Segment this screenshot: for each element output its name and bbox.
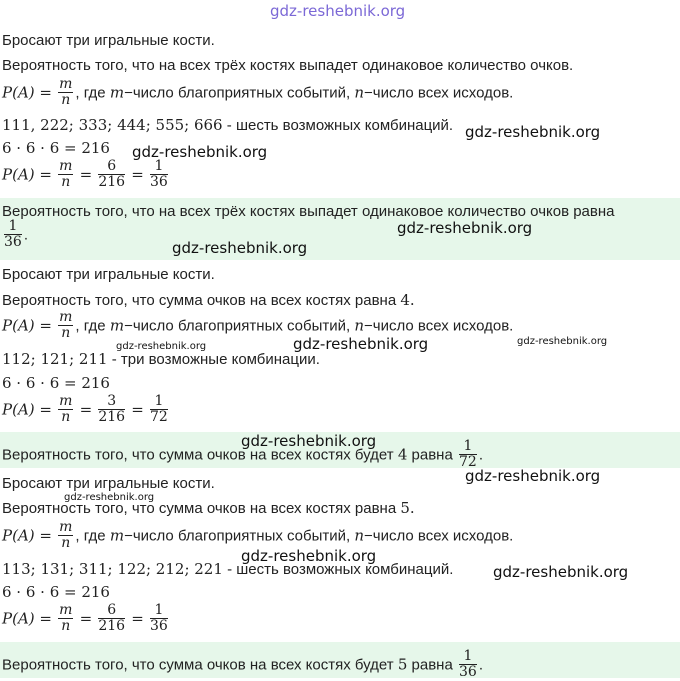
combos-3: 113; 131; 311; 122; 212; 221 - шесть возможных комбинаций.: [2, 560, 454, 578]
combos-1: 111, 222; 333; 444; 555; 666 - шесть возможных комбинаций.: [2, 116, 454, 134]
formula-def-2: P(A) = $\frac{m}{n}$ , где m−число благоприятных событий, n−число всех исходов.: [2, 309, 514, 341]
watermark: gdz-reshebnik.org: [116, 341, 207, 352]
watermark: gdz-reshebnik.org: [465, 467, 601, 485]
intro-line-1: Бросают три игральные кости.: [2, 32, 215, 49]
watermark: gdz-reshebnik.org: [172, 239, 308, 257]
intro-line-3: Бросают три игральные кости.: [2, 475, 215, 492]
watermark: gdz-reshebnik.org: [465, 123, 601, 141]
total-3: 6 · 6 · 6 = 216: [2, 583, 110, 601]
question-1: Вероятность того, что на всех трёх костях выпадет одинаковое количество очков.: [2, 57, 574, 74]
calc-2: P(A) = $\frac{m}{n}$ = $\frac{3}{216}$ = $\frac{1}{72}$: [2, 393, 168, 425]
watermark: gdz-reshebnik.org: [64, 492, 155, 503]
question-3: Вероятность того, что сумма очков на всех костях равна 5.: [2, 499, 415, 517]
combos-2: 112; 121; 211 - три возможные комбинации.: [2, 350, 320, 368]
answer-1-text: Вероятность того, что на всех трёх костях выпадет одинаковое количество очков равна: [2, 203, 615, 220]
watermark: gdz-reshebnik.org: [517, 336, 608, 347]
watermark: gdz-reshebnik.org: [241, 432, 377, 450]
calc-3: P(A) = $\frac{m}{n}$ = $\frac{6}{216}$ = $\frac{1}{36}$: [2, 602, 168, 634]
answer-3: Вероятность того, что сумма очков на всех костях будет 5 равна $\frac{1}{36}$ .: [2, 648, 483, 680]
pa-lhs: P(A) =: [2, 83, 52, 102]
watermark: gdz-reshebnik.org: [493, 563, 629, 581]
answer-1-frac: $\frac{1}{36}$ .: [4, 218, 28, 250]
question-2: Вероятность того, что сумма очков на всех костях равна 4.: [2, 291, 415, 309]
formula-def-3: P(A) = $\frac{m}{n}$ , где m−число благоприятных событий, n−число всех исходов.: [2, 519, 514, 551]
formula-def-1: P(A) = $\frac{m}{n}$ , где m−число благоприятных событий, n−число всех исходов.: [2, 76, 514, 108]
watermark: gdz-reshebnik.org: [132, 143, 268, 161]
total-1: 6 · 6 · 6 = 216: [2, 139, 110, 157]
intro-line-2: Бросают три игральные кости.: [2, 266, 215, 283]
m-over-n: $\frac{m}{n}$: [59, 76, 73, 108]
watermark-top: gdz-reshebnik.org: [270, 2, 406, 20]
calc-1: P(A) = $\frac{m}{n}$ = $\frac{6}{216}$ = $\frac{1}{36}$: [2, 158, 168, 190]
watermark: gdz-reshebnik.org: [241, 547, 377, 565]
answer-2: Вероятность того, что сумма очков на всех костях будет 4 равна $\frac{1}{72}$ .: [2, 438, 483, 470]
total-2: 6 · 6 · 6 = 216: [2, 374, 110, 392]
watermark: gdz-reshebnik.org: [397, 219, 533, 237]
watermark: gdz-reshebnik.org: [293, 335, 429, 353]
